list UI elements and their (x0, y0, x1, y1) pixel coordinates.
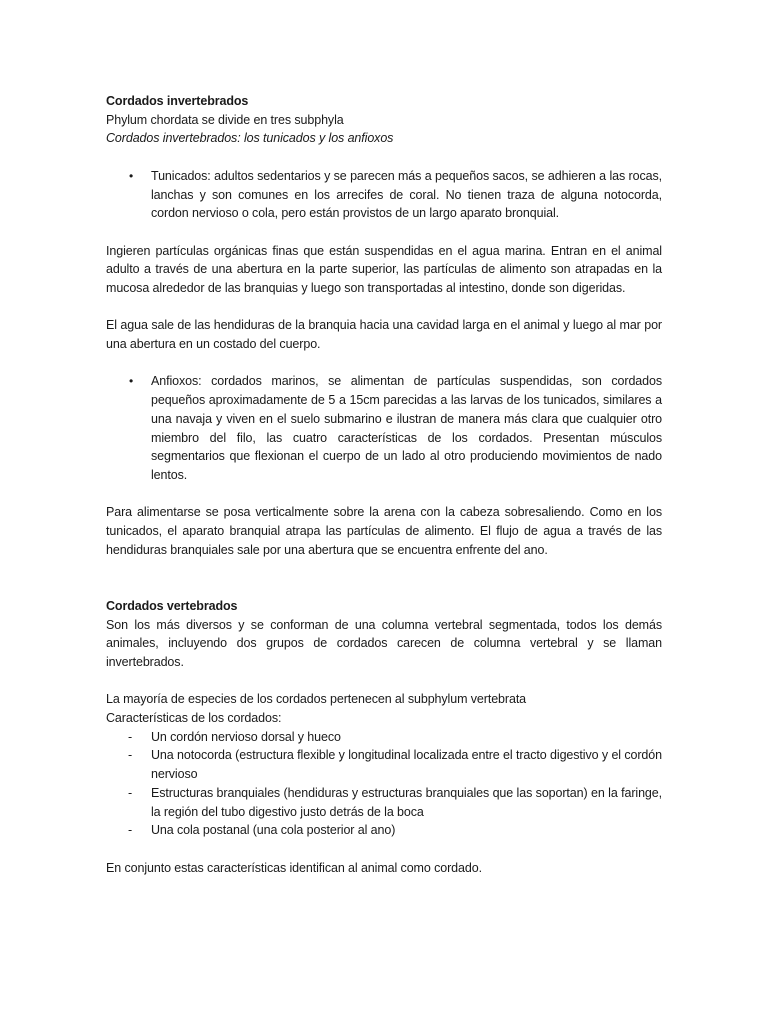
list-item (106, 784, 662, 821)
list-item-text: Una notocorda (estructura flexible y longitudinal localizada entre el tracto digestivo y el cordón nervioso (151, 748, 662, 782)
dash-icon: - (128, 729, 133, 744)
section-title-invertebrados: Cordados invertebrados (106, 94, 249, 108)
list-item (106, 746, 662, 783)
paragraph: Para alimentarse se posa verticalmente sobre la arena con la cabeza sobresaliendo. Como en los tunicados, el aparato branquial atrapa las partículas de alimento. El flujo de agua a través de las hendiduras branquiales sale por una abertura que se encuentra enfrente del ano. (106, 505, 662, 557)
paragraph: El agua sale de las hendiduras de la branquia hacia una cavidad larga en el animal y luego al mar por una abertura en un costado del cuerpo. (106, 318, 662, 352)
subtitle-line: Phylum chordata se divide en tres subphyla (106, 112, 344, 127)
bullet-text: Tunicados: adultos sedentarios y se parecen más a pequeños sacos, se adhieren a las rocas, lanchas y son comunes en los arrecifes de coral. No tienen traza de alguna notocorda, cordon nervioso o cola, pero están provistos de un largo aparato bronquial. (151, 168, 662, 221)
list-item-text: Un cordón nervioso dorsal y hueco (151, 729, 341, 744)
list-item-text: Una cola postanal (una cola posterior al ano) (151, 823, 396, 838)
conclusion-paragraph: En conjunto estas características identifican al animal como cordado. (106, 860, 482, 875)
list-item (106, 821, 662, 840)
paragraph: Son los más diversos y se conforman de una columna vertebral segmentada, todos los demás animales, incluyendo dos grupos de cordados carecen de columna vertebral y se llaman invertebrados. (106, 617, 662, 669)
section-title-vertebrados: Cordados vertebrados (106, 598, 238, 613)
bullet-icon: • (129, 374, 134, 389)
bullet-anfioxos (106, 372, 662, 484)
list-item (106, 728, 662, 747)
paragraph: Ingieren partículas orgánicas finas que están suspendidas en el agua marina. Entran en el animal adulto a través de una abertura en la parte superior, las partículas de alimento son atrapadas en la mucosa alrededor de las branquias y luego son transportadas al intestino, donde son digeridas. (106, 243, 662, 295)
italic-line: Cordados invertebrados: los tunicados y los anfioxos (106, 131, 394, 146)
list-heading: Características de los cordados: (106, 711, 282, 726)
paragraph-line: La mayoría de especies de los cordados pertenecen al subphylum vertebrata (106, 692, 527, 707)
bullet-text: Anfioxos: cordados marinos, se alimentan de partículas suspendidas, son cordados pequeños aproximadamente de 5 a 15cm parecidas a las larvas de los tunicados, similares a una navaja y viven en el suelo submarino e ilustran de manera más clara que cualquier otro miembro del filo, las cuatro características de los cordados. Presentan músculos segmentarios que flexionan el cuerpo de un lado al otro produciendo movimientos de nado lentos. (151, 374, 662, 482)
list-item-text: Estructuras branquiales (hendiduras y estructuras branquiales que las soportan) en la faringe, la región del tubo digestivo justo detrás de la boca (151, 785, 662, 819)
bullet-tunicados (106, 167, 662, 223)
dash-icon: - (128, 748, 133, 763)
dash-icon: - (128, 823, 133, 838)
dash-icon: - (128, 785, 133, 800)
bullet-icon: • (129, 168, 134, 183)
document-page (106, 92, 662, 877)
